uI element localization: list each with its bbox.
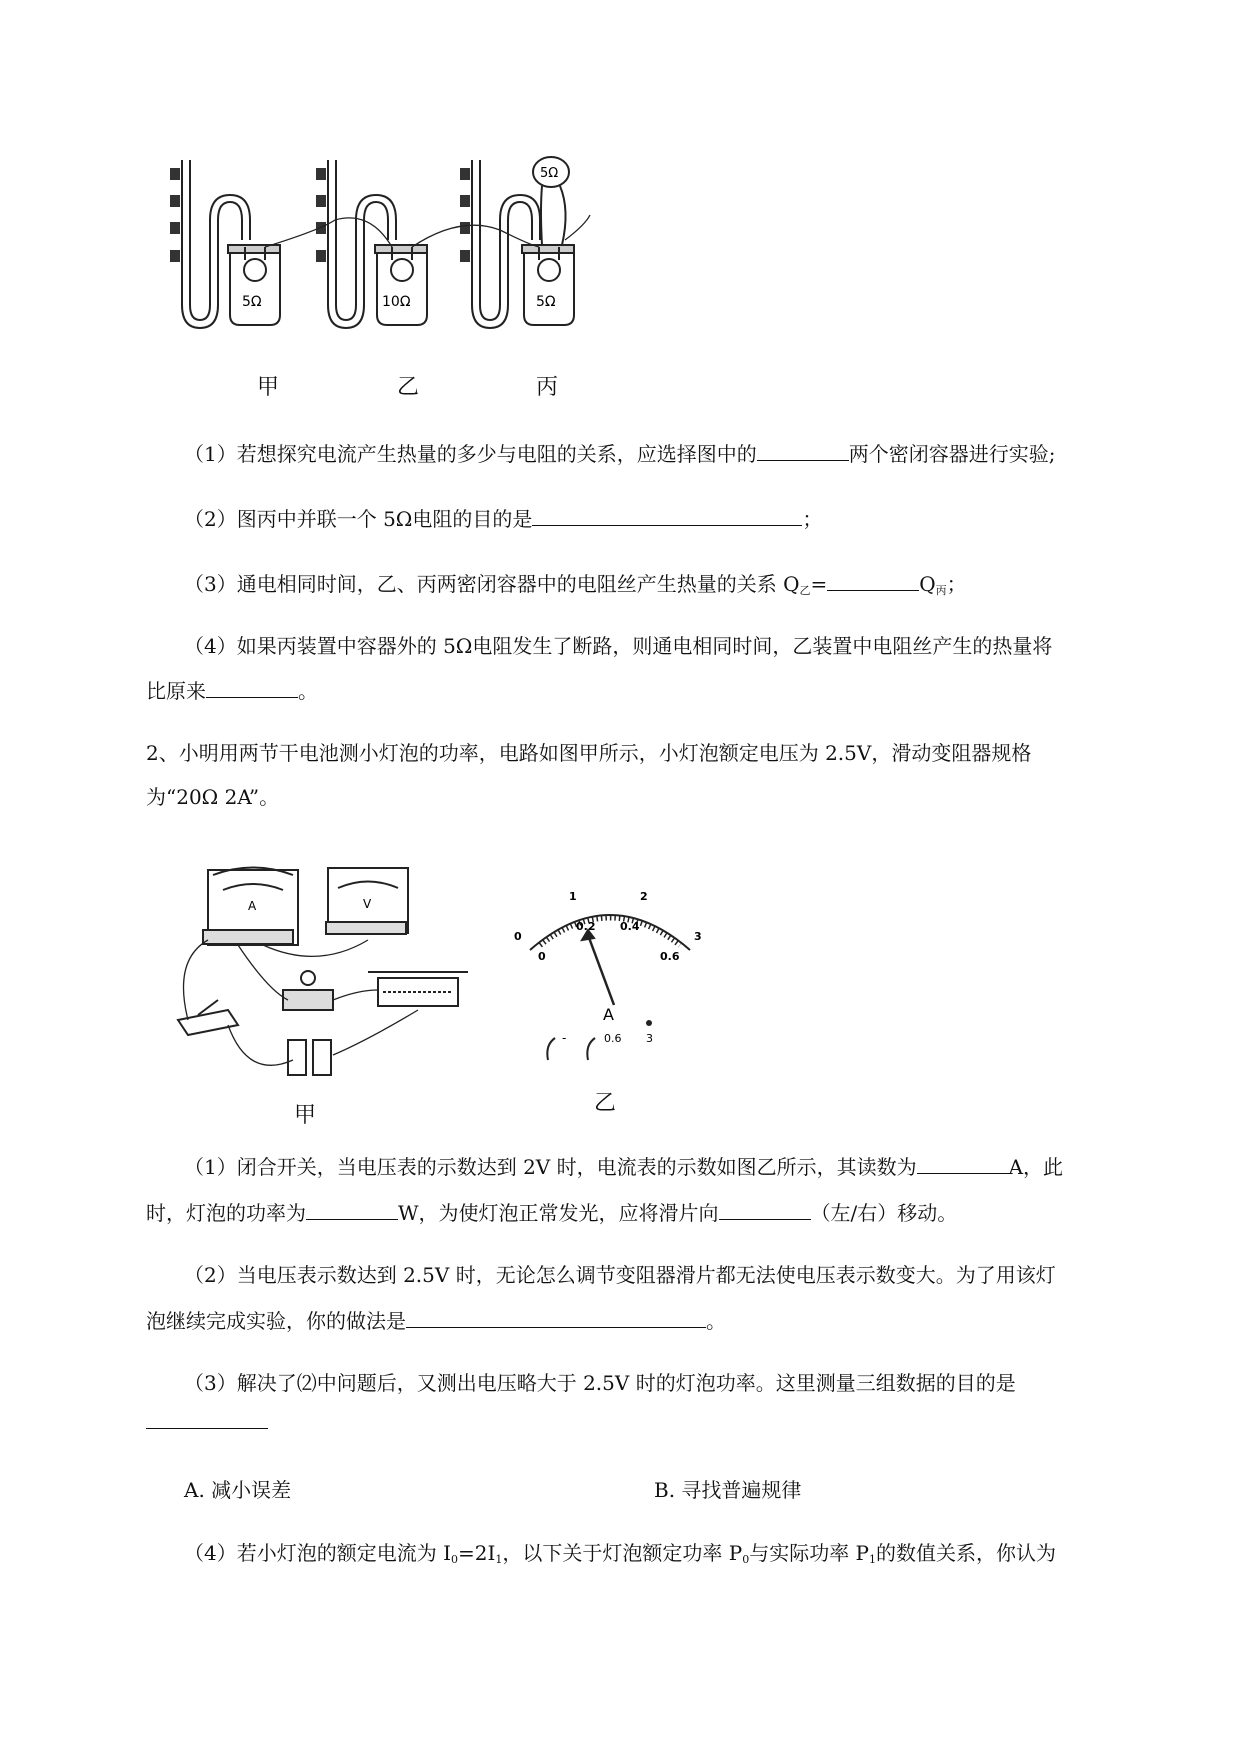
q2-part1-line1 — [184, 1153, 1063, 1180]
q2-part2-line1: （2）当电压表示数达到 2.5V 时，无论怎么调节变阻器滑片都无法使电压表示数变大。为了用该灯 — [184, 1263, 1056, 1287]
answer-blank[interactable] — [827, 570, 919, 591]
voltmeter-letter: V — [363, 897, 372, 911]
terminal-minus: - — [562, 1031, 567, 1045]
q1-part2-text: （2）图丙中并联一个 5Ω电阻的目的是 — [184, 507, 533, 531]
q2-stem-line1: 2、小明用两节干电池测小灯泡的功率，电路如图甲所示，小灯泡额定电压为 2.5V，滑动变阻器规格 — [146, 741, 1032, 765]
q2-part1-text-c: （左/右）移动。 — [810, 1201, 958, 1225]
q2-part3-line1: （3）解决了⑵中问题后，又测出电压略大于 2.5V 时的灯泡功率。这里测量三组数据的目的是 — [184, 1371, 1016, 1395]
q2-part1-text-b: W，为使灯泡正常发光，应将滑片向 — [398, 1201, 719, 1225]
answer-blank[interactable] — [532, 505, 802, 526]
figure2-label-yi: 乙 — [594, 1091, 617, 1116]
q2-part4-line1 — [184, 1540, 1056, 1573]
q2-part2-text-end: 。 — [706, 1309, 726, 1333]
q1-part4-text: 比原来 — [146, 679, 206, 703]
q1-part2 — [184, 505, 822, 532]
scale-top-2: 2 — [640, 890, 648, 903]
scale-top-3: 3 — [694, 930, 702, 943]
answer-blank[interactable] — [406, 1307, 706, 1328]
q2-part1-text: （1）闭合开关，当电压表的示数达到 2V 时，电流表的示数如图乙所示，其读数为 — [184, 1155, 917, 1179]
subscript: 0 — [742, 1553, 750, 1566]
q2-option-a: A. 减小误差 — [184, 1478, 292, 1502]
equals-sign: = — [810, 572, 828, 596]
scale-top-0: 0 — [514, 930, 522, 943]
subscript: 1 — [495, 1553, 503, 1566]
q1-part3-text: （3）通电相同时间，乙、丙两密闭容器中的电阻丝产生热量的关系 Q — [184, 572, 800, 596]
ammeter-letter: A — [248, 899, 257, 913]
q2-part4-text-d: 与实际功率 P — [749, 1541, 870, 1565]
figure2-label-jia: 甲 — [294, 1103, 317, 1128]
scale-bottom-1: 0.2 — [576, 920, 596, 933]
q1-part4-line2 — [146, 677, 318, 704]
figure1-label-jia: 甲 — [257, 375, 280, 400]
scale-bottom-3: 0.6 — [660, 950, 680, 963]
q1-part4-text-end: 。 — [298, 679, 318, 703]
figure-circuit-jia — [168, 860, 488, 1090]
scale-bottom-2: 0.4 — [620, 920, 640, 933]
subscript: 丙 — [935, 584, 947, 597]
q1-part3-text-q: Q — [919, 572, 936, 596]
q1-part3 — [184, 570, 967, 604]
q2-part4-text-b: =2I — [457, 1541, 496, 1565]
terminal-0-6: 0.6 — [604, 1032, 622, 1045]
subscript: 1 — [869, 1553, 877, 1566]
q1-part4-line1: （4）如果丙装置中容器外的 5Ω电阻发生了断路，则通电相同时间，乙装置中电阻丝产生的热量将 — [184, 634, 1053, 658]
figure-ammeter-dial-yi — [500, 880, 720, 1070]
q2-part1-line2 — [146, 1199, 957, 1226]
answer-blank[interactable] — [306, 1199, 398, 1220]
figure1-label-bing: 丙 — [536, 375, 559, 400]
scale-top-1: 1 — [569, 890, 577, 903]
terminal-3: 3 — [646, 1032, 653, 1045]
q2-part4-text-a: （4）若小灯泡的额定电流为 I — [184, 1541, 451, 1565]
external-resistor-label: 5Ω — [540, 166, 559, 181]
q2-option-b: B. 寻找普遍规律 — [654, 1478, 802, 1502]
resistor-label-jia: 5Ω — [242, 294, 262, 310]
meter-letter: A — [603, 1005, 614, 1024]
answer-blank[interactable] — [206, 677, 298, 698]
q2-stem-line2: 为“20Ω 2A”。 — [146, 785, 280, 809]
q1-part2-text-end: ； — [802, 507, 823, 531]
q1-part1-text: （1）若想探究电流产生热量的多少与电阻的关系，应选择图中的 — [184, 442, 757, 466]
answer-blank[interactable] — [917, 1153, 1009, 1174]
q2-part1-text-a: 时，灯泡的功率为 — [146, 1201, 306, 1225]
resistor-label-yi: 10Ω — [382, 294, 411, 310]
q2-part2-text: 泡继续完成实验，你的做法是 — [146, 1309, 406, 1333]
answer-blank[interactable] — [146, 1428, 268, 1429]
figure1-label-yi: 乙 — [397, 375, 420, 400]
figure-joule-heat-apparatus — [170, 150, 670, 400]
scale-bottom-0: 0 — [538, 950, 546, 963]
answer-blank[interactable] — [719, 1199, 811, 1220]
q2-part4-text-c: ，以下关于灯泡额定功率 P — [502, 1541, 743, 1565]
q1-part1 — [184, 440, 1055, 467]
q1-part1-text-end: 两个密闭容器进行实验; — [848, 442, 1056, 466]
answer-blank[interactable] — [757, 440, 849, 461]
q2-part1-text-end: A，此 — [1008, 1155, 1064, 1179]
subscript: 0 — [450, 1553, 458, 1566]
q2-part2-line2 — [146, 1307, 726, 1334]
subscript: 乙 — [799, 584, 811, 597]
resistor-label-bing: 5Ω — [536, 294, 556, 310]
q1-part3-text-end: ； — [946, 572, 967, 596]
q2-part4-text-e: 的数值关系，你认为 — [876, 1541, 1057, 1565]
